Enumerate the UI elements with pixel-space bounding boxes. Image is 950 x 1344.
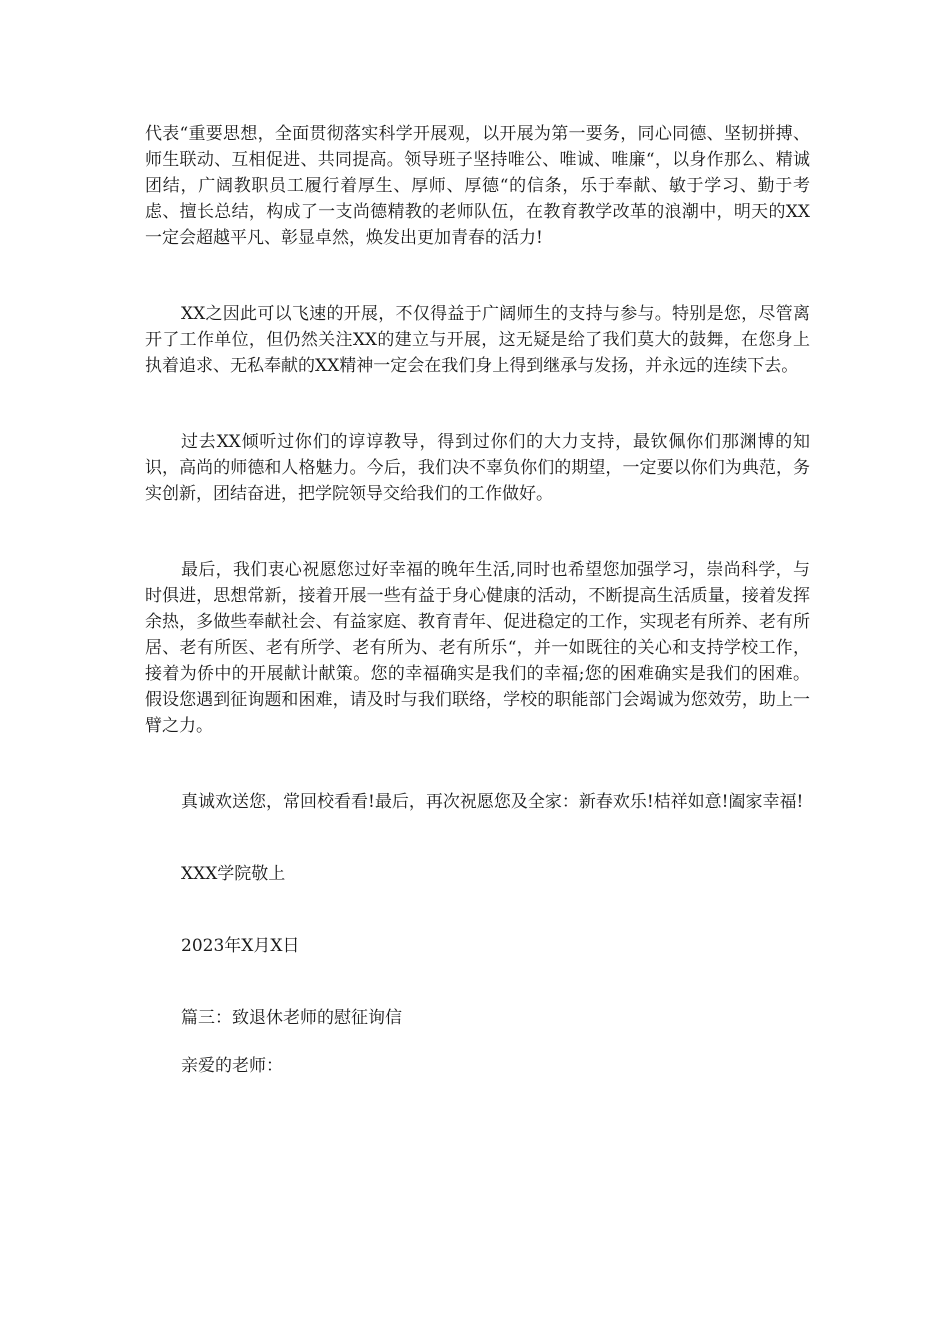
document-page (145, 121, 810, 1079)
salutation: 亲爱的老师： (181, 1056, 283, 1076)
paragraph-1: 代表“重要思想，全面贯彻落实科学开展观，以开展为第一要务，同心同德、坚韧拼搏、师生联动、互相促进、共同提高。领导班子坚持唯公、唯诚、唯廉“，以身作那么、精诚团结，广阔教职员工履行着厚生、厚师、厚德“的信条，乐于奉献、敏于学习、勤于考虑、擅长总结，构成了一支尚德精教的老师队伍，在教育教学改革的浪潮中，明天的XX一定会超越平凡、彰显卓然，焕发出更加青春的活力! (145, 124, 810, 248)
date: 2023年X月X日 (181, 936, 300, 956)
section-title: 篇三：致退休老师的慰征询信 (181, 1008, 402, 1028)
signature: XXX学院敬上 (181, 864, 286, 884)
paragraph-4: 最后，我们衷心祝愿您过好幸福的晚年生活,同时也希望您加强学习，崇尚科学，与时俱进，思想常新，接着开展一些有益于身心健康的活动，不断提高生活质量，接着发挥余热，多做些奉献社会、有益家庭、教育青年、促进稳定的工作，实现老有所养、老有所居、老有所医、老有所学、老有所为、老有所乐“，并一如既往的关心和支持学校工作，接着为侨中的开展献计献策。您的幸福确实是我们的幸福;您的困难确实是我们的困难。假设您遇到征询题和困难，请及时与我们联络，学校的职能部门会竭诚为您效劳，助上一臂之力。 (145, 560, 810, 736)
paragraph-2: XX之因此可以飞速的开展，不仅得益于广阔师生的支持与参与。特别是您，尽管离开了工作单位，但仍然关注XX的建立与开展，这无疑是给了我们莫大的鼓舞，在您身上执着追求、无私奉献的XX精神一定会在我们身上得到继承与发扬，并永远的连续下去。 (145, 304, 810, 376)
paragraph-3: 过去XX倾听过你们的谆谆教导，得到过你们的大力支持，最钦佩你们那渊博的知识，高尚的师德和人格魅力。今后，我们决不辜负你们的期望，一定要以你们为典范，务实创新，团结奋进，把学院领导交给我们的工作做好。 (145, 432, 810, 504)
paragraph-5: 真诚欢送您，常回校看看!最后，再次祝愿您及全家：新春欢乐!桔祥如意!阖家幸福! (181, 792, 804, 812)
